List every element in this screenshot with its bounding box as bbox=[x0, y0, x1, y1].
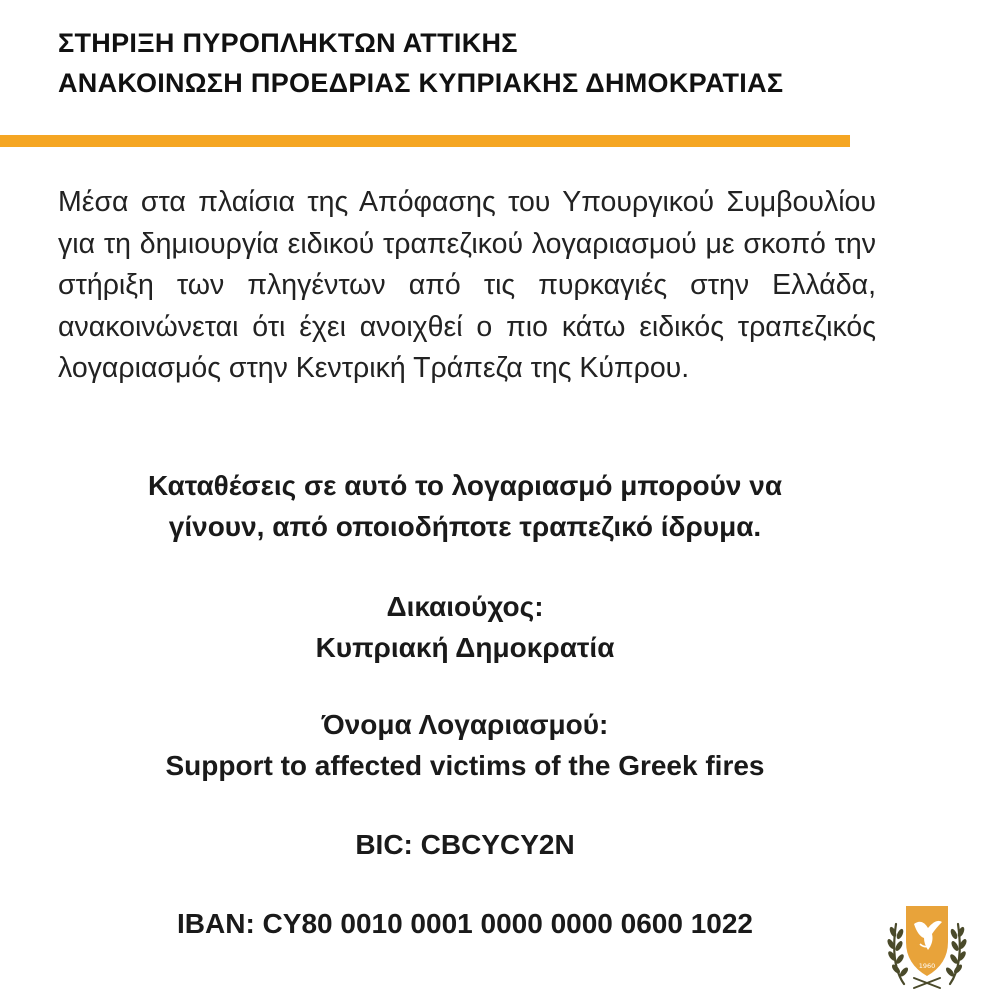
account-name-label: Όνομα Λογαριασμού: bbox=[321, 709, 609, 740]
announcement-title: ΣΤΗΡΙΞΗ ΠΥΡΟΠΛΗΚΤΩΝ ΑΤΤΙΚΗΣ bbox=[58, 28, 518, 58]
deposit-notice-line: γίνουν, από οποιοδήποτε τραπεζικό ίδρυμα. bbox=[168, 511, 762, 542]
intro-paragraph: Μέσα στα πλαίσια της Απόφασης του Υπουργικού Συμβουλίου για τη δημιουργία ειδικού τραπεζικού λογαριασμού με σκοπό την στήριξη των πληγέντων από τις πυρκαγιές στην Ελλάδα, ανακοινώνεται ότι έχει ανοιχθεί ο πιο κάτω ειδικός τραπεζικός λογαριασμός στην Κεντρική Τράπεζα της Κύπρου. bbox=[58, 186, 876, 384]
beneficiary-label: Δικαιούχος: bbox=[386, 591, 544, 622]
iban-number: IBAN: CY80 0010 0001 0000 0000 0600 1022 bbox=[177, 908, 753, 939]
beneficiary-section bbox=[0, 586, 930, 668]
deposit-notice-line: Καταθέσεις σε αυτό το λογαριασμό μπορούν να bbox=[147, 470, 783, 501]
beneficiary-value: Κυπριακή Δημοκρατία bbox=[315, 632, 615, 663]
announcement-subtitle: ΑΝΑΚΟΙΝΩΣΗ ΠΡΟΕΔΡΙΑΣ ΚΥΠΡΙΑΚΗΣ ΔΗΜΟΚΡΑΤΙΑΣ bbox=[58, 68, 784, 98]
account-name-value: Support to affected victims of the Greek fires bbox=[165, 750, 765, 781]
accent-divider bbox=[0, 135, 850, 147]
account-name-section bbox=[0, 704, 930, 786]
emblem-year: 1960 bbox=[918, 962, 936, 970]
cyprus-coat-of-arms-icon bbox=[884, 898, 970, 990]
deposit-notice bbox=[0, 465, 930, 547]
bic-code: BIC: CBCYCY2N bbox=[355, 829, 575, 860]
